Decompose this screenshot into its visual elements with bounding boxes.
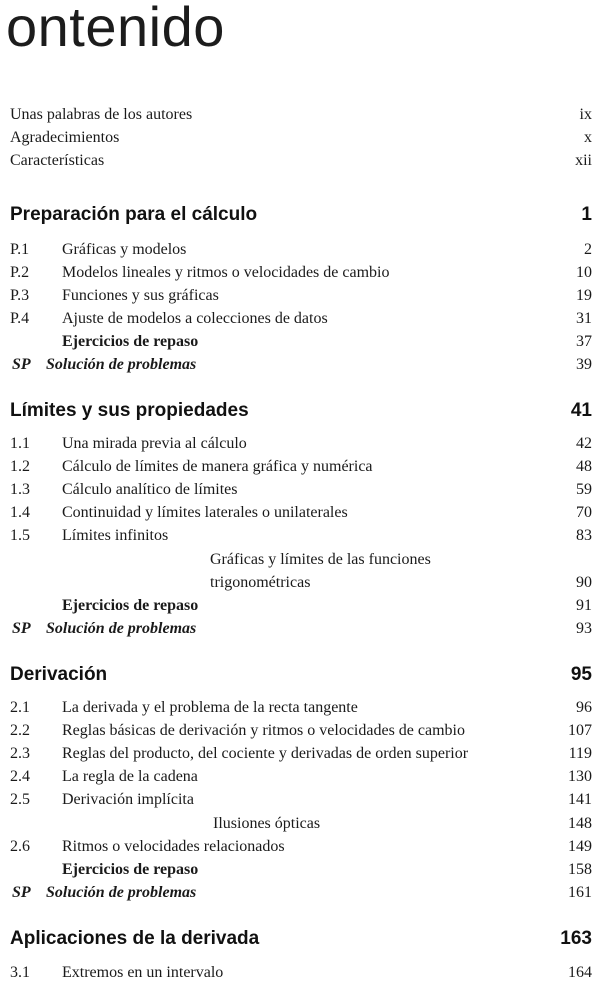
entry-page: 149 (568, 838, 592, 855)
chapter-title: Aplicaciones de la derivada (10, 928, 260, 949)
entry-title: Solución de problemas (46, 620, 197, 637)
entry-page: 164 (568, 964, 592, 981)
entry-title: Ritmos o velocidades relacionados (62, 838, 285, 855)
chapter-page: 95 (570, 664, 592, 685)
front-item (10, 104, 592, 126)
entry-page: 10 (576, 264, 592, 281)
entry-page: xii (575, 152, 592, 169)
chapter-title: Preparación para el cálculo (10, 204, 258, 225)
section-number: P.3 (10, 287, 30, 304)
chapter-heading (10, 397, 592, 425)
entry-title: Ejercicios de repaso (62, 333, 199, 350)
entry-page: 141 (568, 791, 592, 808)
entry-title: La derivada y el problema de la recta tangente (62, 699, 358, 716)
entry-title: Cálculo de límites de manera gráfica y numérica (62, 458, 373, 475)
toc-entry (10, 766, 592, 788)
toc-entry (10, 697, 592, 719)
entry-page: 148 (568, 815, 592, 832)
entry-page: 158 (568, 861, 592, 878)
section-number: SP (12, 884, 31, 901)
section-number: 2.5 (10, 791, 30, 808)
toc-entry (10, 308, 592, 330)
section-number: P.2 (10, 264, 30, 281)
entry-title: Características (10, 152, 105, 169)
toc-subentry (10, 572, 592, 594)
chapter-heading (10, 925, 592, 953)
entry-page: 39 (576, 356, 592, 373)
section-number: 1.2 (10, 458, 30, 475)
entry-page: 90 (576, 574, 592, 591)
section-number: P.4 (10, 310, 30, 327)
entry-page: 91 (576, 597, 592, 614)
section-number: 2.4 (10, 768, 30, 785)
entry-title: Funciones y sus gráficas (62, 287, 219, 304)
entry-page: 48 (576, 458, 592, 475)
entry-title: Continuidad y límites laterales o unilaterales (62, 504, 348, 521)
entry-page: 93 (576, 620, 592, 637)
section-number: SP (12, 356, 31, 373)
toc-entry (10, 502, 592, 524)
entry-title: Modelos lineales y ritmos o velocidades de cambio (62, 264, 390, 281)
entry-title: Derivación implícita (62, 791, 194, 808)
entry-title: Límites infinitos (62, 527, 169, 544)
front-item (10, 150, 592, 172)
entry-page: 19 (576, 287, 592, 304)
chapter-page: 41 (570, 400, 592, 421)
entry-page: 42 (576, 435, 592, 452)
entry-page: 37 (576, 333, 592, 350)
chapter-heading (10, 201, 592, 229)
review-exercises-entry (10, 859, 592, 881)
section-number: P.1 (10, 241, 30, 258)
toc-subentry (10, 813, 592, 835)
entry-page: 107 (568, 722, 592, 739)
entry-page: ix (579, 106, 592, 123)
toc-entry (10, 456, 592, 478)
section-number: SP (12, 620, 31, 637)
toc-entry (10, 433, 592, 455)
page-title: ontenido (6, 0, 225, 58)
section-number: 2.3 (10, 745, 30, 762)
problem-solving-entry (10, 618, 592, 640)
section-number: 2.1 (10, 699, 30, 716)
toc-entry (10, 962, 592, 984)
entry-title: Unas palabras de los autores (10, 106, 193, 123)
chapter-page: 163 (560, 928, 592, 949)
entry-title: Cálculo analítico de límites (62, 481, 238, 498)
section-number: 1.1 (10, 435, 30, 452)
entry-title: Solución de problemas (46, 356, 197, 373)
toc-entry (10, 743, 592, 765)
entry-page: x (584, 129, 592, 146)
entry-title: Gráficas y límites de las funciones (210, 551, 431, 568)
entry-title: Ajuste de modelos a colecciones de datos (62, 310, 328, 327)
front-item (10, 127, 592, 149)
entry-title: Ilusiones ópticas (213, 815, 321, 832)
entry-title: Gráficas y modelos (62, 241, 187, 258)
chapter-title: Límites y sus propiedades (10, 400, 249, 421)
entry-page: 96 (576, 699, 592, 716)
chapter-heading (10, 661, 592, 689)
entry-page: 130 (568, 768, 592, 785)
toc-entry (10, 262, 592, 284)
toc-entry (10, 836, 592, 858)
chapter-title: Derivación (10, 664, 108, 685)
entry-title: Reglas básicas de derivación y ritmos o velocidades de cambio (62, 722, 465, 739)
toc-subentry (10, 549, 592, 571)
entry-title: Ejercicios de repaso (62, 861, 199, 878)
toc-entry (10, 720, 592, 742)
entry-page: 83 (576, 527, 592, 544)
entry-page: 119 (568, 745, 592, 762)
entry-title: Ejercicios de repaso (62, 597, 199, 614)
entry-title: Una mirada previa al cálculo (62, 435, 247, 452)
toc-entry (10, 789, 592, 811)
review-exercises-entry (10, 331, 592, 353)
section-number: 1.3 (10, 481, 30, 498)
toc-entry (10, 525, 592, 547)
entry-page: 70 (576, 504, 592, 521)
entry-page: 161 (568, 884, 592, 901)
review-exercises-entry (10, 595, 592, 617)
section-number: 1.4 (10, 504, 30, 521)
problem-solving-entry (10, 354, 592, 376)
toc-entry (10, 239, 592, 261)
problem-solving-entry (10, 882, 592, 904)
toc-entry (10, 479, 592, 501)
entry-page: 59 (576, 481, 592, 498)
toc-entry (10, 285, 592, 307)
entry-page: 2 (584, 241, 592, 258)
entry-title: Extremos en un intervalo (62, 964, 224, 981)
section-number: 2.6 (10, 838, 30, 855)
section-number: 3.1 (10, 964, 30, 981)
entry-title: Reglas del producto, del cociente y derivadas de orden superior (62, 745, 469, 762)
entry-title: La regla de la cadena (62, 768, 198, 785)
entry-title: Agradecimientos (10, 129, 120, 146)
entry-page: 31 (576, 310, 592, 327)
entry-title: Solución de problemas (46, 884, 197, 901)
entry-title: trigonométricas (210, 574, 311, 591)
section-number: 2.2 (10, 722, 30, 739)
chapter-page: 1 (581, 204, 592, 225)
section-number: 1.5 (10, 527, 30, 544)
